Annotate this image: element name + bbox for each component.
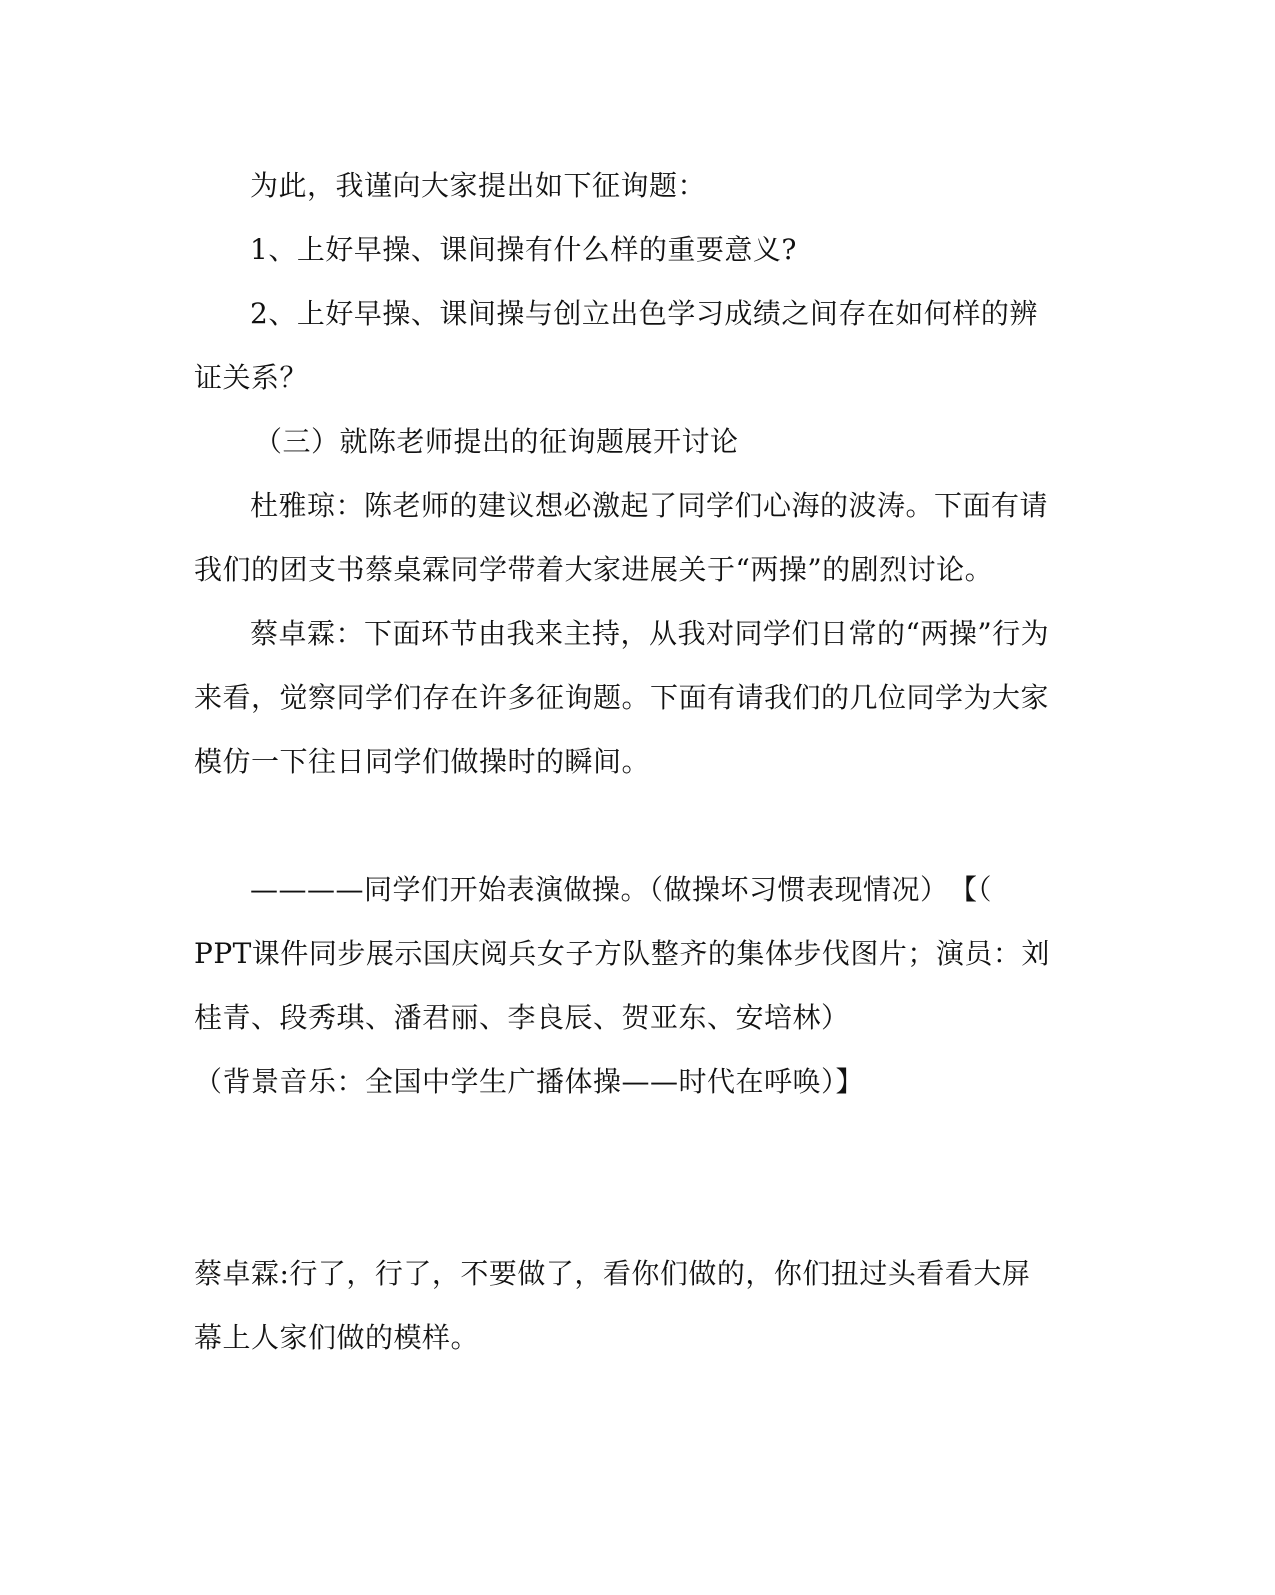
- paragraph-cai-2-line-2: 幕上人家们做的模样。: [194, 1321, 480, 1354]
- intro-line: 为此，我谨向大家提出如下征询题：: [250, 169, 707, 202]
- paragraph-cai-line-3: 模仿一下往日同学们做操时的瞬间。: [194, 745, 651, 778]
- paragraph-cai-line-2: 来看，觉察同学们存在许多征询题。下面有请我们的几位同学为大家: [194, 681, 1050, 714]
- question-1: 1、上好早操、课间操有什么样的重要意义?: [250, 233, 797, 266]
- stage-direction-line-1: ————同学们开始表演做操。（做操坏习惯表现情况） 【（: [250, 873, 993, 906]
- background-music-line: （背景音乐：全国中学生广播体操——时代在呼唤）】: [194, 1065, 865, 1098]
- stage-direction-line-3: 桂青、段秀琪、潘君丽、李良辰、贺亚东、安培林）: [194, 1001, 850, 1034]
- question-2-line-2: 证关系？: [194, 361, 309, 394]
- paragraph-du-line-1: 杜雅琼：陈老师的建议想必激起了同学们心海的波涛。下面有请: [250, 489, 1049, 522]
- paragraph-cai-2-line-1: 蔡卓霖:行了，行了，不要做了，看你们做的，你们扭过头看看大屏: [194, 1257, 1031, 1290]
- paragraph-du-line-2: 我们的团支书蔡桌霖同学带着大家进展关于“两操”的剧烈讨论。: [194, 553, 994, 586]
- section-heading: （三）就陈老师提出的征询题展开讨论: [254, 425, 739, 458]
- stage-direction-line-2: PPT课件同步展示国庆阅兵女子方队整齐的集体步伐图片；演员：刘: [194, 937, 1050, 970]
- paragraph-cai-line-1: 蔡卓霖：下面环节由我来主持，从我对同学们日常的“两操”行为: [250, 617, 1050, 650]
- question-2-line-1: 2、上好早操、课间操与创立出色学习成绩之间存在如何样的辨: [250, 297, 1038, 330]
